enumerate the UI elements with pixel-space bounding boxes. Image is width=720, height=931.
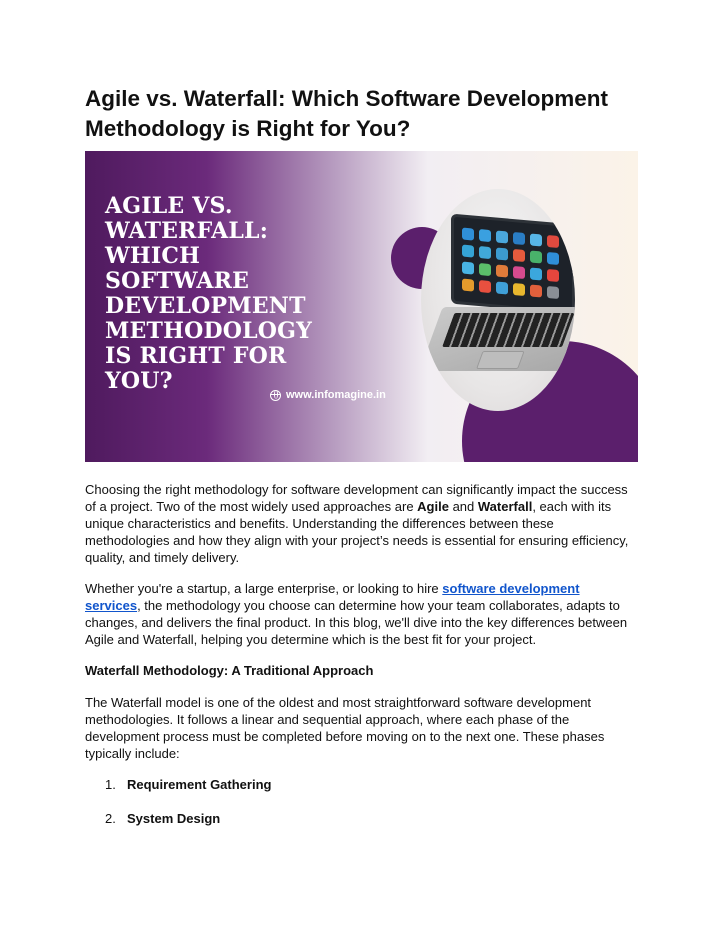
app-icon [479, 246, 491, 259]
list-item [105, 776, 271, 793]
app-icons-grid [462, 228, 566, 300]
app-icon [513, 283, 525, 296]
waterfall-heading: Waterfall Methodology: A Traditional Approach [85, 663, 374, 678]
app-icon [496, 282, 508, 295]
app-icon [530, 250, 542, 263]
app-icon [513, 232, 525, 245]
keyboard-keys [442, 313, 574, 347]
list-item [105, 810, 220, 827]
app-icon [479, 263, 491, 276]
banner-title-line: WATERFALL: [105, 218, 269, 244]
second-paragraph [85, 580, 638, 648]
app-icon [496, 265, 508, 278]
app-icon [547, 286, 559, 299]
app-icon [547, 252, 559, 265]
app-icon [462, 262, 474, 275]
list-item-number: 1. [105, 777, 116, 792]
app-icon [530, 233, 542, 246]
waterfall-paragraph: The Waterfall model is one of the oldest and most straightforward software development methodologies. It follows a linear and sequential approach, where each phase of the development process must be completed before moving on to the next one. These phases typically include: [85, 695, 605, 761]
list-item-label: Requirement Gathering [127, 777, 272, 792]
app-icon [547, 269, 559, 282]
software-development-services-link[interactable]: software development services [85, 581, 580, 613]
intro-text-1: Choosing the right methodology for software development can significantly impact the success of a project. Two of the most widely used approaches are [85, 482, 628, 514]
app-icon [479, 280, 491, 293]
banner-title-line: METHODOLOGY [105, 318, 313, 344]
banner-title-line: WHICH [105, 243, 201, 269]
app-icon [496, 231, 508, 244]
banner-title [105, 194, 365, 394]
app-icon [513, 266, 525, 279]
intro-bold-waterfall: Waterfall [477, 499, 533, 514]
app-icon [462, 228, 474, 241]
app-icon [496, 248, 508, 261]
banner-title-line: YOU? [105, 368, 173, 394]
banner-title-line: AGILE VS. [105, 193, 233, 219]
intro-text-3: , each with its unique characteristics and benefits. Understanding the differences between these methodologies and how they align with your project’s needs is essential for ensuring efficiency, quality, and timely delivery. [85, 499, 629, 565]
banner-url [270, 389, 386, 401]
app-icon [530, 284, 542, 297]
laptop-screen [451, 214, 575, 315]
laptop-photo [421, 189, 575, 411]
globe-icon [270, 390, 281, 401]
second-text-2: , the methodology you choose can determine how your team collaborates, adapts to changes, and delivers the final product. In this blog, we'll dive into the key differences between Agile and Waterfall, helping you determine which is the best fit for your project. [85, 598, 628, 647]
list-item-number: 2. [105, 811, 116, 826]
app-icon [513, 249, 525, 262]
banner-title-line: IS RIGHT FOR [105, 343, 287, 369]
banner-title-line: SOFTWARE [105, 268, 250, 294]
second-text-1: Whether you're a startup, a large enterprise, or looking to hire [85, 581, 443, 596]
list-item-label: System Design [127, 811, 221, 826]
banner-title-line: DEVELOPMENT [105, 293, 306, 319]
app-icon [530, 267, 542, 280]
laptop-keyboard [421, 307, 575, 371]
app-icon [462, 245, 474, 258]
app-icon [479, 229, 491, 242]
intro-bold-agile: Agile [417, 499, 449, 514]
intro-text-2: and [448, 499, 478, 514]
app-icon [547, 235, 559, 248]
app-icon [462, 279, 474, 292]
banner-url-text: www.infomagine.in [286, 389, 386, 401]
hero-banner [85, 151, 638, 462]
page-title: Agile vs. Waterfall: Which Software Development Methodology is Right for You? [85, 86, 609, 141]
laptop-trackpad [476, 351, 525, 369]
intro-paragraph [85, 481, 638, 566]
